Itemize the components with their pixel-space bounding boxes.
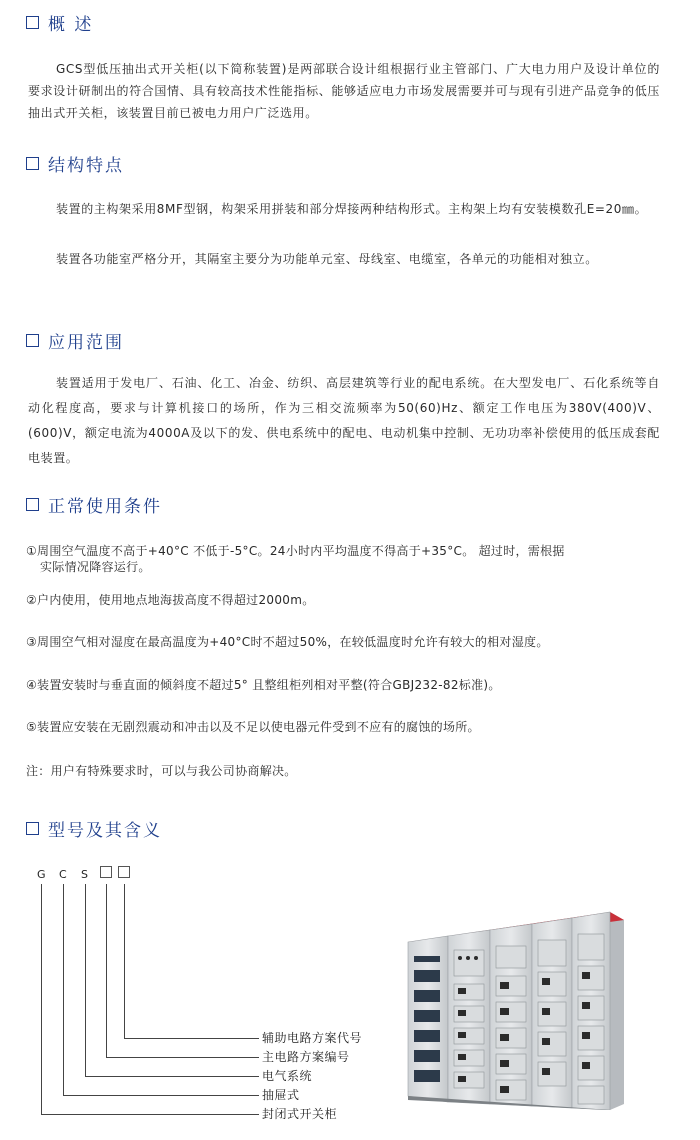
- section-heading-overview: [26, 10, 93, 34]
- condition-item-4: ④装置安装时与垂直面的倾斜度不超过5° 且整组柜列相对平整(符合GBJ232-82标准)。: [26, 678, 501, 692]
- condition-item-3: ③周围空气相对湿度在最高温度为+40°C时不超过50%，在较低温度时允许有较大的相对湿度。: [26, 635, 549, 649]
- leader-line-box1: [106, 884, 107, 1057]
- leader-line-box2: [124, 884, 125, 1038]
- application-paragraph: 装置适用于发电厂、石油、化工、冶金、纺织、高层建筑等行业的配电系统。在大型发电厂、石化系统等自动化程度高，要求与计算机接口的场所，作为三相交流频率为50(60)Hz、额定工作电压为380V(400)V、(600)V，额定电流为4000A及以下的发、供电系统中的配电、电动机集中控制、无功功率补偿使用的低压成套配电装置。: [28, 376, 660, 465]
- overview-title: 概 述: [48, 14, 94, 35]
- leader-h-main: [106, 1057, 259, 1058]
- model-letter-c: C: [59, 868, 67, 881]
- checkbox-square-icon: [26, 16, 39, 29]
- model-title: 型号及其含义: [48, 820, 162, 841]
- model-letter-s: S: [81, 868, 88, 881]
- section-heading-application: [26, 328, 124, 352]
- model-box-main-circuit: [100, 866, 112, 878]
- application-title: 应用范围: [48, 332, 124, 353]
- condition-item-1: [26, 543, 666, 575]
- condition-item-1-line2: 实际情况降容运行。: [40, 560, 151, 574]
- conditions-note: 注：用户有特殊要求时，可以与我公司协商解决。: [26, 764, 297, 778]
- leader-h-electrical: [85, 1076, 259, 1077]
- leader-h-enclosed: [41, 1114, 259, 1115]
- checkbox-square-icon: [26, 157, 39, 170]
- overview-paragraph: GCS型低压抽出式开关柜(以下简称装置)是两部联合设计组根据行业主管部门、广大电力用户及设计单位的要求设计研制出的符合国情、具有较高技术性能指标、能够适应电力市场发展需要并可与现有引进产品竞争的低压抽出式开关柜，该装置目前已被电力用户广泛选用。: [28, 62, 660, 120]
- condition-item-2: ②户内使用，使用地点地海拔高度不得超过2000m。: [26, 593, 315, 607]
- section-heading-conditions: [26, 492, 162, 516]
- section-heading-model: [26, 816, 162, 840]
- structure-title: 结构特点: [48, 155, 124, 176]
- checkbox-square-icon: [26, 822, 39, 835]
- checkbox-square-icon: [26, 498, 39, 511]
- leader-h-aux: [124, 1038, 259, 1039]
- model-label-enclosed-switchgear: 封闭式开关柜: [262, 1107, 338, 1121]
- leader-line-c: [63, 884, 64, 1095]
- leader-h-drawer: [63, 1095, 259, 1096]
- condition-item-5: ⑤装置应安装在无剧烈震动和冲击以及不足以使电器元件受到不应有的腐蚀的场所。: [26, 720, 480, 734]
- model-label-aux-circuit: 辅助电路方案代号: [262, 1031, 363, 1045]
- leader-line-s: [85, 884, 86, 1076]
- section-heading-structure: [26, 151, 124, 175]
- condition-item-1-line1: ①周围空气温度不高于+40°C 不低于-5°C。24小时内平均温度不得高于+35°C。 超过时，需根据: [26, 544, 565, 558]
- model-label-main-circuit: 主电路方案编号: [262, 1050, 350, 1064]
- model-label-drawer-type: 抽屉式: [262, 1088, 300, 1102]
- switchgear-cabinet-image: [398, 906, 630, 1110]
- model-box-aux-circuit: [118, 866, 130, 878]
- structure-paragraph-1: 装置的主构架采用8MF型钢，构架采用拼装和部分焊接两种结构形式。主构架上均有安装模数孔E=20㎜。: [56, 202, 648, 216]
- conditions-title: 正常使用条件: [48, 496, 162, 517]
- model-letter-g: G: [37, 868, 46, 881]
- leader-line-g: [41, 884, 42, 1114]
- checkbox-square-icon: [26, 334, 39, 347]
- model-label-electrical-system: 电气系统: [262, 1069, 313, 1083]
- structure-paragraph-2: 装置各功能室严格分开，其隔室主要分为功能单元室、母线室、电缆室，各单元的功能相对独立。: [56, 252, 598, 266]
